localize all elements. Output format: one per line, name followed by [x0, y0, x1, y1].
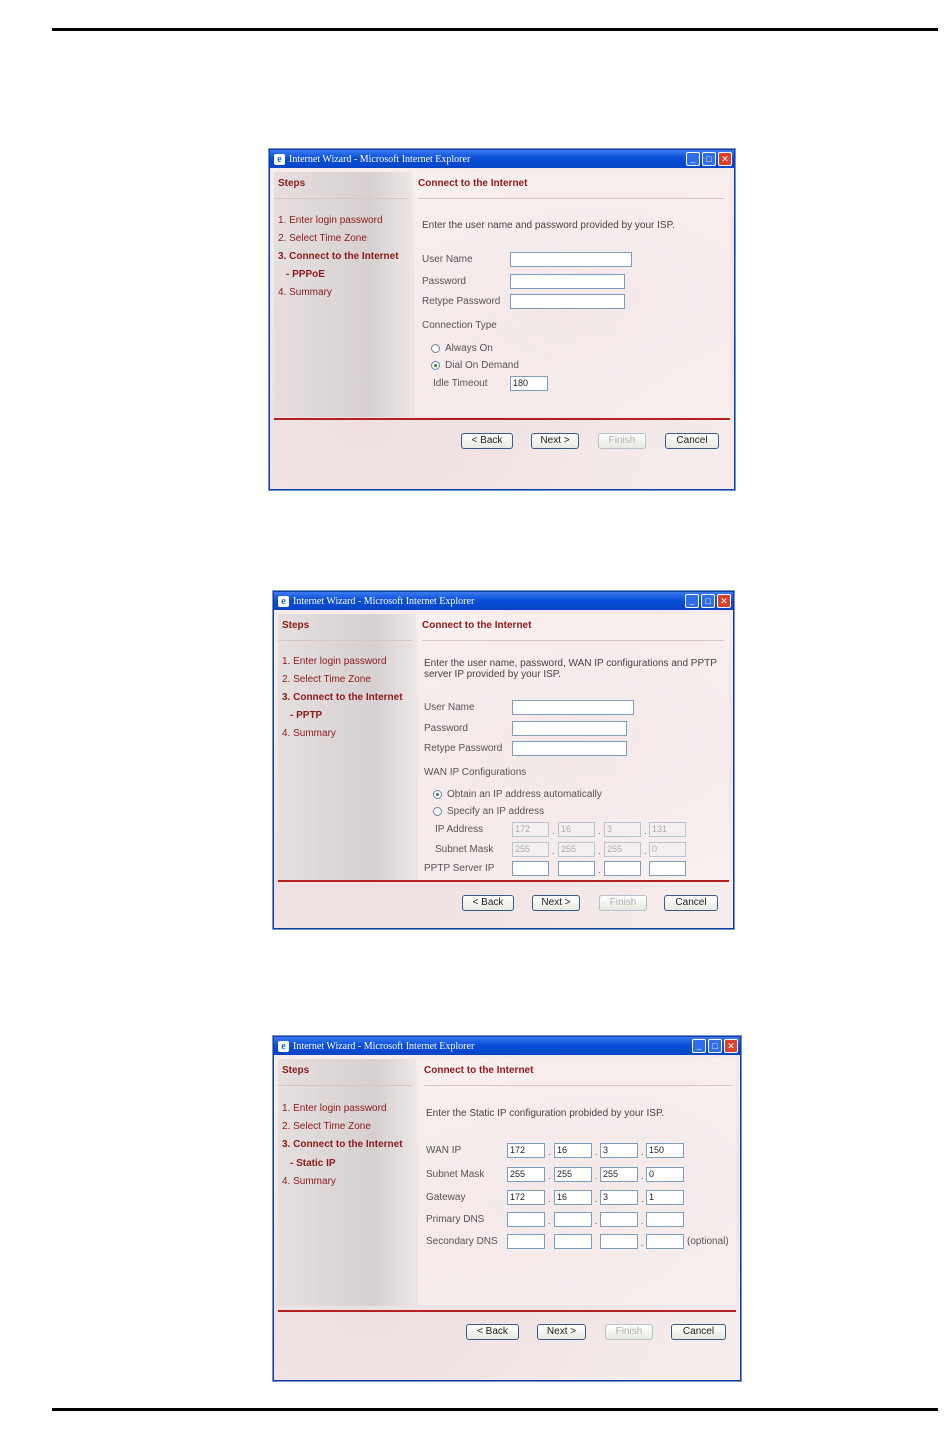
dial-on-demand-radio[interactable] [431, 361, 440, 370]
password-input[interactable] [512, 721, 627, 736]
dot-separator: . [641, 1171, 644, 1181]
primary-dns-label: Primary DNS [426, 1214, 485, 1225]
wan-ip-config-label: WAN IP Configurations [424, 767, 527, 778]
dot-separator: . [552, 846, 555, 856]
top-rule [52, 28, 938, 31]
step-4: 4. Summary [282, 1176, 336, 1187]
ie-icon: e [274, 154, 285, 165]
dot-separator: . [641, 1147, 644, 1157]
dns2-octet-3[interactable] [600, 1234, 638, 1249]
wizard-window-pptp [273, 591, 734, 929]
retype-password-label: Retype Password [424, 743, 503, 754]
dns2-octet-4[interactable] [646, 1234, 684, 1249]
ip-octet-4[interactable]: 131 [649, 822, 686, 837]
steps-divider [278, 640, 412, 641]
dot-separator: . [595, 1194, 598, 1204]
wan-ip-label: WAN IP [426, 1145, 462, 1156]
title-bar [270, 150, 734, 168]
user-name-label: User Name [422, 254, 473, 265]
bottom-rule [52, 1408, 938, 1411]
step-3-substep: - PPTP [290, 710, 323, 721]
content-panel [418, 614, 729, 880]
dns1-octet-1[interactable] [507, 1212, 545, 1227]
content-divider [422, 640, 724, 641]
steps-panel [278, 614, 416, 880]
dns1-octet-2[interactable] [554, 1212, 592, 1227]
window-title: Internet Wizard - Microsoft Internet Explorer [289, 153, 471, 165]
dot-separator: . [641, 1238, 644, 1248]
dot-separator: . [548, 1194, 551, 1204]
finish-button: Finish [605, 1324, 653, 1340]
close-icon[interactable]: ✕ [717, 594, 731, 608]
cancel-button[interactable]: Cancel [671, 1324, 726, 1340]
finish-button: Finish [598, 433, 646, 449]
minimize-icon[interactable]: _ [686, 152, 700, 166]
dot-separator: . [595, 1216, 598, 1226]
title-bar [274, 1037, 740, 1055]
wan-octet-4[interactable]: 150 [646, 1143, 684, 1158]
button-separator [274, 418, 730, 420]
secondary-dns-label: Secondary DNS [426, 1236, 498, 1247]
retype-password-input[interactable] [512, 741, 627, 756]
close-icon[interactable]: ✕ [718, 152, 732, 166]
steps-header: Steps [278, 178, 306, 189]
retype-password-label: Retype Password [422, 296, 501, 307]
obtain-auto-radio[interactable] [433, 790, 442, 799]
button-separator [278, 880, 729, 882]
step-1: 1. Enter login password [282, 1103, 387, 1114]
wizard-body [270, 168, 734, 489]
always-on-label: Always On [445, 343, 493, 354]
ip-octet-1[interactable]: 172 [512, 822, 549, 837]
step-2: 2. Select Time Zone [278, 233, 367, 244]
content-divider [418, 198, 724, 199]
wizard-window-static-ip [273, 1036, 741, 1381]
intro-text: Enter the user name and password provided by your ISP. [422, 220, 675, 231]
ip-address-label: IP Address [435, 824, 484, 835]
dot-separator: . [598, 826, 601, 836]
wan-octet-1[interactable]: 172 [507, 1143, 545, 1158]
ip-octet-3[interactable]: 3 [604, 822, 641, 837]
idle-timeout-input[interactable]: 180 [510, 376, 548, 391]
maximize-icon[interactable]: □ [708, 1039, 722, 1053]
obtain-auto-label: Obtain an IP address automatically [447, 789, 602, 800]
title-bar [274, 592, 733, 610]
maximize-icon[interactable]: □ [701, 594, 715, 608]
subnet-mask-label: Subnet Mask [426, 1169, 485, 1180]
step-3: 3. Connect to the Internet [278, 251, 399, 262]
steps-panel [278, 1059, 416, 1306]
gateway-octet-4[interactable]: 1 [646, 1190, 684, 1205]
mask-octet-2[interactable]: 255 [558, 842, 595, 857]
step-3: 3. Connect to the Internet [282, 1139, 403, 1150]
mask-octet-3[interactable]: 255 [604, 842, 641, 857]
connection-type-label: Connection Type [422, 320, 497, 331]
content-divider [424, 1085, 732, 1086]
steps-header: Steps [282, 620, 310, 631]
cancel-button[interactable]: Cancel [665, 433, 719, 449]
dial-on-demand-label: Dial On Demand [445, 360, 519, 371]
server-octet-1[interactable] [512, 861, 549, 876]
content-panel [414, 172, 730, 417]
steps-header: Steps [282, 1065, 310, 1076]
window-title: Internet Wizard - Microsoft Internet Explorer [293, 1040, 475, 1052]
back-button[interactable]: < Back [462, 895, 514, 911]
specify-ip-label: Specify an IP address [447, 806, 545, 817]
dot-separator: . [552, 826, 555, 836]
dns2-octet-1[interactable] [507, 1234, 545, 1249]
gateway-label: Gateway [426, 1192, 466, 1203]
always-on-radio[interactable] [431, 344, 440, 353]
steps-divider [274, 198, 408, 199]
content-header: Connect to the Internet [422, 620, 532, 631]
password-label: Password [422, 276, 466, 287]
mask-octet-1[interactable]: 255 [512, 842, 549, 857]
dot-separator: . [548, 1171, 551, 1181]
close-icon[interactable]: ✕ [724, 1039, 738, 1053]
gateway-octet-2[interactable]: 16 [554, 1190, 592, 1205]
dot-separator: . [548, 1216, 551, 1226]
content-header: Connect to the Internet [424, 1065, 534, 1076]
button-separator [278, 1310, 736, 1312]
password-input[interactable] [510, 274, 625, 289]
dns1-octet-4[interactable] [646, 1212, 684, 1227]
step-3: 3. Connect to the Internet [282, 692, 403, 703]
ie-icon: e [278, 596, 289, 607]
dot-separator: . [595, 1171, 598, 1181]
step-3-substep: - Static IP [290, 1158, 336, 1169]
minimize-icon[interactable]: _ [685, 594, 699, 608]
maximize-icon[interactable]: □ [702, 152, 716, 166]
mask-octet-2[interactable]: 255 [554, 1167, 592, 1182]
dot-separator: . [644, 826, 647, 836]
mask-octet-3[interactable]: 255 [600, 1167, 638, 1182]
server-octet-4[interactable] [649, 861, 686, 876]
user-name-label: User Name [424, 702, 475, 713]
step-3-substep: - PPPoE [286, 269, 325, 280]
mask-octet-1[interactable]: 255 [507, 1167, 545, 1182]
subnet-mask-label: Subnet Mask [435, 844, 494, 855]
password-label: Password [424, 723, 468, 734]
dot-separator: . [644, 846, 647, 856]
dns2-octet-2[interactable] [554, 1234, 592, 1249]
dot-separator: . [548, 1147, 551, 1157]
wizard-window-pppoe [269, 149, 735, 490]
idle-timeout-label: Idle Timeout [433, 378, 488, 389]
intro-text: Enter the Static IP configuration probided by your ISP. [426, 1108, 665, 1119]
wizard-body [274, 610, 733, 928]
step-4: 4. Summary [282, 728, 336, 739]
step-1: 1. Enter login password [282, 656, 387, 667]
window-title: Internet Wizard - Microsoft Internet Explorer [293, 595, 475, 607]
finish-button: Finish [599, 895, 647, 911]
steps-panel [274, 172, 412, 417]
dns1-octet-3[interactable] [600, 1212, 638, 1227]
back-button[interactable]: < Back [466, 1324, 519, 1340]
specify-ip-radio[interactable] [433, 807, 442, 816]
next-button[interactable]: Next > [532, 895, 580, 911]
mask-octet-4[interactable]: 0 [649, 842, 686, 857]
ie-icon: e [278, 1041, 289, 1052]
user-name-input[interactable] [510, 252, 632, 267]
back-button[interactable]: < Back [461, 433, 513, 449]
step-2: 2. Select Time Zone [282, 1121, 371, 1132]
retype-password-input[interactable] [510, 294, 625, 309]
step-2: 2. Select Time Zone [282, 674, 371, 685]
server-octet-2[interactable] [558, 861, 595, 876]
wan-octet-2[interactable]: 16 [554, 1143, 592, 1158]
user-name-input[interactable] [512, 700, 634, 715]
next-button[interactable]: Next > [531, 433, 579, 449]
intro-text-line1: Enter the user name, password, WAN IP configurations and PPTP [424, 658, 717, 669]
content-header: Connect to the Internet [418, 178, 528, 189]
dot-separator: . [641, 1194, 644, 1204]
wan-octet-3[interactable]: 3 [600, 1143, 638, 1158]
dot-separator: . [598, 846, 601, 856]
pptp-server-ip-label: PPTP Server IP [424, 863, 495, 874]
content-panel [418, 1059, 736, 1306]
optional-note: (optional) [687, 1236, 729, 1247]
gateway-octet-3[interactable]: 3 [600, 1190, 638, 1205]
steps-divider [278, 1085, 412, 1086]
dot-separator: . [595, 1147, 598, 1157]
cancel-button[interactable]: Cancel [664, 895, 718, 911]
next-button[interactable]: Next > [537, 1324, 586, 1340]
step-1: 1. Enter login password [278, 215, 383, 226]
ip-octet-2[interactable]: 16 [558, 822, 595, 837]
step-4: 4. Summary [278, 287, 332, 298]
dot-separator: . [598, 865, 601, 875]
gateway-octet-1[interactable]: 172 [507, 1190, 545, 1205]
dot-separator: . [641, 1216, 644, 1226]
intro-text-line2: server IP provided by your ISP. [424, 669, 561, 680]
minimize-icon[interactable]: _ [692, 1039, 706, 1053]
server-octet-3[interactable] [604, 861, 641, 876]
wizard-body [274, 1055, 740, 1380]
mask-octet-4[interactable]: 0 [646, 1167, 684, 1182]
